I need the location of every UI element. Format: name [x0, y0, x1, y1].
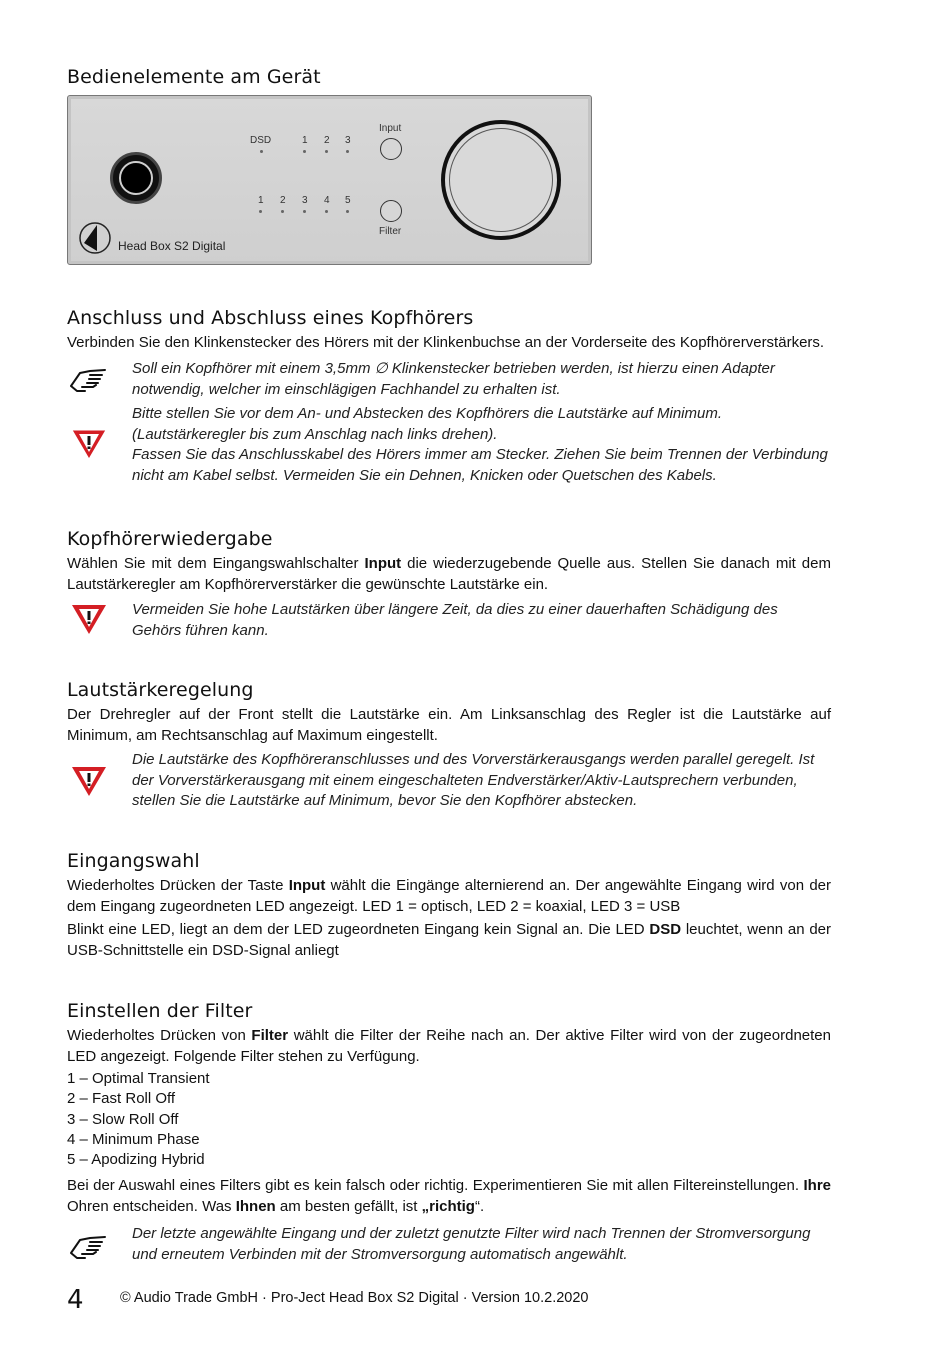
- heading-eingangswahl: Eingangswahl: [67, 850, 200, 872]
- footer-text: © Audio Trade GmbH · Pro-Ject Head Box S2 Digital · Version 10.2.2020: [120, 1290, 589, 1306]
- led-bottom-label: 1: [258, 195, 264, 206]
- filter-text-2: Bei der Auswahl eines Filters gibt es kein falsch oder richtig. Experimentieren Sie mit allen Filtereinstellungen. Ihre Ohren entscheiden. Was Ihnen am besten gefällt, ist „richtig“.: [67, 1177, 831, 1215]
- filter-led: [259, 210, 262, 213]
- led-top-label: 1: [302, 135, 308, 146]
- heading-anschluss: Anschluss und Abschluss eines Kopfhörers: [67, 307, 474, 329]
- memory-note: Der letzte angewählte Eingang und der zuletzt genutzte Filter wird nach Trennen der Stromversorgung und erneutem Verbinden mit der Stromversorgung automatisch angewählt.: [132, 1225, 811, 1263]
- filter-led: [346, 210, 349, 213]
- input-led: [325, 150, 328, 153]
- warning-triangle-icon: [70, 602, 108, 636]
- dsd-led: [260, 150, 263, 153]
- heading-filter: Einstellen der Filter: [67, 1000, 253, 1022]
- heading-kopfhoererwiedergabe: Kopfhörerwiedergabe: [67, 528, 273, 550]
- heading-lautstaerkeregelung: Lautstärkeregelung: [67, 679, 254, 701]
- warning-note-hearing: Vermeiden Sie hohe Lautstärken über längere Zeit, da dies zu einer dauerhaften Schädigung des Gehörs führen kann.: [132, 601, 778, 639]
- project-logo-icon: [78, 221, 112, 255]
- list-item: 4 – Minimum Phase: [67, 1130, 200, 1148]
- warning-note-parallel: Die Lautstärke des Kopfhöreranschlusses und des Vorverstärkerausgangs werden parallel geregelt. Ist der Vorverstärkerausgang mit einem eingeschalteten Endverstärker/Aktiv-Lautsprechern verbunden, stellen Sie die Lautstärke auf Minimum, bevor Sie den Kopfhörer abstecken.: [132, 751, 815, 809]
- led-bottom-label: 3: [302, 195, 308, 206]
- page-number: 4: [67, 1285, 84, 1315]
- warning-note-volume: Bitte stellen Sie vor dem An- und Abstecken des Kopfhörers die Lautstärke auf Minimum. (Lautstärkeregler bis zum Anschlag nach links drehen). Fassen Sie das Anschlusskabel des Hörers immer am Stecker. Ziehen Sie beim Trennen der Verbindung nicht am Kabel selbst. Vermeiden Sie ein Dehnen, Knicken oder Quetschen des Kabels.: [132, 405, 828, 484]
- led-bottom-label: 4: [324, 195, 330, 206]
- list-item: 3 – Slow Roll Off: [67, 1110, 179, 1128]
- eingang-text-2: Blinkt eine LED, liegt an dem der LED zugeordneten Eingang kein Signal an. Die LED DSD leuchtet, wenn an der USB-Schnittstelle ein DSD-Signal anliegt: [67, 921, 831, 959]
- input-button[interactable]: [380, 138, 402, 160]
- led-bottom-label: 5: [345, 195, 351, 206]
- pointing-hand-icon: [68, 1231, 108, 1261]
- filter-button-label: Filter: [379, 226, 402, 237]
- filter-led: [303, 210, 306, 213]
- list-item: 1 – Optimal Transient: [67, 1070, 210, 1087]
- device-front-panel: [67, 95, 592, 265]
- filter-text-1: Wiederholtes Drücken von Filter wählt die Filter der Reihe nach an. Der aktive Filter wird von der zugeordneten LED angezeigt. Folgende Filter stehen zu Verfügung.: [67, 1027, 831, 1065]
- led-top-label: 2: [324, 135, 330, 146]
- input-led: [346, 150, 349, 153]
- warning-triangle-icon: [70, 427, 108, 461]
- filter-button[interactable]: [380, 200, 402, 222]
- headphone-jack-icon: [110, 152, 162, 204]
- filter-led: [325, 210, 328, 213]
- device-model-label: Head Box S2 Digital: [118, 239, 226, 253]
- dsd-label: DSD: [250, 135, 272, 146]
- eingang-text-1: Wiederholtes Drücken der Taste Input wählt die Eingänge alternierend an. Der angewählte Eingang wird von der dem Eingang zugeordneten LED angezeigt. LED 1 = optisch, LED 2 = koaxial, LED 3 = USB: [67, 877, 831, 915]
- pointing-hand-icon: [68, 364, 108, 394]
- led-bottom-label: 2: [280, 195, 286, 206]
- list-item: 5 – Apodizing Hybrid: [67, 1151, 205, 1169]
- led-top-label: 3: [345, 135, 351, 146]
- wiedergabe-text: Wählen Sie mit dem Eingangswahlschalter Input die wiederzugebende Quelle aus. Stellen Sie danach mit dem Lautstärkeregler am Kopfhörerverstärker die gewünschte Lautstärke ein.: [67, 555, 831, 593]
- anschluss-text: Verbinden Sie den Klinkenstecker des Hörers mit der Klinkenbuchse an der Vorderseite des Kopfhörerverstärkers.: [67, 334, 825, 351]
- filter-list: [67, 1069, 210, 1170]
- warning-triangle-icon: [70, 764, 108, 798]
- input-button-label: Input: [379, 123, 402, 134]
- filter-led: [281, 210, 284, 213]
- input-led: [303, 150, 306, 153]
- adapter-note: Soll ein Kopfhörer mit einem 3,5mm ∅ Klinkenstecker betrieben werden, ist hierzu einen Adapter notwendig, welcher im einschlägigen Fachhandel zu erhalten ist.: [132, 360, 775, 398]
- laut-text: Der Drehregler auf der Front stellt die Lautstärke ein. Am Linksanschlag des Regler ist die Lautstärke auf Minimum, am Rechtsanschlag auf Maximum eingestellt.: [67, 706, 831, 744]
- volume-knob[interactable]: [441, 120, 561, 240]
- heading-bedienelemente: Bedienelemente am Gerät: [67, 66, 321, 88]
- list-item: 2 – Fast Roll Off: [67, 1090, 176, 1108]
